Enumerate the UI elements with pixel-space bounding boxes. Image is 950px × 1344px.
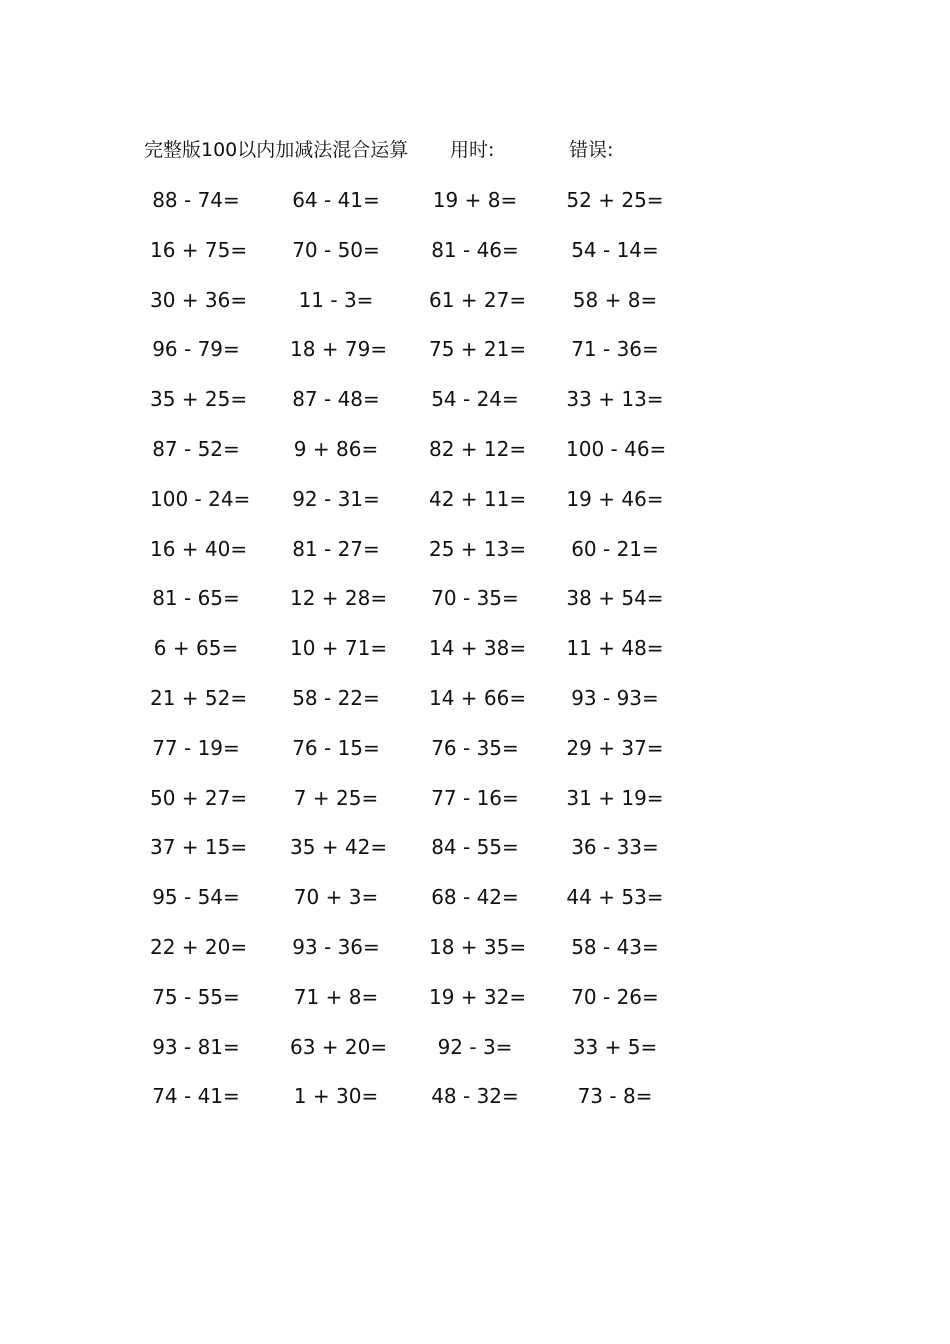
worksheet-header: [144, 137, 664, 163]
arithmetic-problem: 93 - 81=: [152, 1034, 240, 1059]
arithmetic-problem: 35 + 42=: [290, 835, 388, 860]
arithmetic-problem: 87 - 48=: [292, 387, 380, 412]
arithmetic-problem: 31 + 19=: [566, 785, 664, 810]
arithmetic-problem: 92 - 3=: [437, 1034, 513, 1059]
problem-row: [0, 285, 950, 335]
arithmetic-problem: 37 + 15=: [150, 835, 248, 860]
arithmetic-problem: 71 - 36=: [571, 337, 659, 362]
problem-row: [0, 832, 950, 882]
arithmetic-problem: 64 - 41=: [292, 188, 380, 212]
arithmetic-problem: 7 + 25=: [293, 785, 379, 810]
arithmetic-problem: 12 + 28=: [290, 586, 388, 611]
arithmetic-problem: 9 + 86=: [293, 436, 379, 461]
arithmetic-problem: 30 + 36=: [150, 287, 248, 312]
arithmetic-problem: 52 + 25=: [566, 188, 664, 212]
arithmetic-problem: 75 - 55=: [152, 984, 240, 1009]
arithmetic-problem: 87 - 52=: [152, 436, 240, 461]
problem-row: [0, 932, 950, 982]
arithmetic-problem: 81 - 46=: [431, 237, 519, 262]
problem-row: [0, 733, 950, 783]
arithmetic-problem: 14 + 38=: [429, 636, 527, 661]
problem-row: [0, 434, 950, 484]
arithmetic-problem: 54 - 24=: [431, 387, 519, 412]
arithmetic-problem: 50 + 27=: [150, 785, 248, 810]
problem-row: [0, 384, 950, 434]
arithmetic-problem: 19 + 32=: [429, 984, 527, 1009]
problem-row: [0, 683, 950, 733]
arithmetic-problem: 38 + 54=: [566, 586, 664, 611]
arithmetic-problem: 54 - 14=: [571, 237, 659, 262]
error-count-label: 错误:: [569, 139, 614, 161]
arithmetic-problem: 11 - 3=: [298, 287, 374, 312]
problem-row: [0, 1081, 950, 1131]
arithmetic-problem: 19 + 8=: [432, 188, 518, 212]
arithmetic-problem: 36 - 33=: [571, 835, 659, 860]
arithmetic-problem: 33 + 13=: [566, 387, 664, 412]
arithmetic-problem: 22 + 20=: [150, 934, 248, 959]
arithmetic-problem: 76 - 15=: [292, 735, 380, 760]
arithmetic-problem: 92 - 31=: [292, 486, 380, 511]
arithmetic-problem: 10 + 71=: [290, 636, 388, 661]
arithmetic-problem: 63 + 20=: [290, 1034, 388, 1059]
arithmetic-problem: 18 + 79=: [290, 337, 388, 362]
problem-grid: [0, 185, 950, 1131]
time-used-label: 用时:: [450, 139, 495, 161]
arithmetic-problem: 60 - 21=: [571, 536, 659, 561]
arithmetic-problem: 82 + 12=: [429, 436, 527, 461]
problem-row: [0, 534, 950, 584]
arithmetic-problem: 18 + 35=: [429, 934, 527, 959]
worksheet-title: 完整版100以内加减法混合运算: [144, 139, 409, 161]
arithmetic-problem: 16 + 40=: [150, 536, 248, 561]
problem-row: [0, 185, 950, 235]
arithmetic-problem: 35 + 25=: [150, 387, 248, 412]
problem-row: [0, 1032, 950, 1082]
arithmetic-problem: 11 + 48=: [566, 636, 664, 661]
arithmetic-problem: 6 + 65=: [153, 636, 239, 661]
arithmetic-problem: 58 - 22=: [292, 685, 380, 710]
problem-row: [0, 334, 950, 384]
arithmetic-problem: 58 + 8=: [572, 287, 658, 312]
arithmetic-problem: 96 - 79=: [152, 337, 240, 362]
problem-row: [0, 583, 950, 633]
arithmetic-problem: 95 - 54=: [152, 885, 240, 910]
arithmetic-problem: 93 - 36=: [292, 934, 380, 959]
arithmetic-problem: 75 + 21=: [429, 337, 527, 362]
arithmetic-problem: 25 + 13=: [429, 536, 527, 561]
arithmetic-problem: 84 - 55=: [431, 835, 519, 860]
arithmetic-problem: 77 - 19=: [152, 735, 240, 760]
arithmetic-problem: 61 + 27=: [429, 287, 527, 312]
arithmetic-problem: 88 - 74=: [152, 188, 240, 212]
arithmetic-problem: 70 - 50=: [292, 237, 380, 262]
arithmetic-problem: 77 - 16=: [431, 785, 519, 810]
arithmetic-problem: 74 - 41=: [152, 1084, 240, 1109]
arithmetic-problem: 14 + 66=: [429, 685, 527, 710]
problem-row: [0, 235, 950, 285]
problem-row: [0, 783, 950, 833]
arithmetic-problem: 33 + 5=: [572, 1034, 658, 1059]
arithmetic-problem: 68 - 42=: [431, 885, 519, 910]
arithmetic-problem: 42 + 11=: [429, 486, 527, 511]
arithmetic-problem: 58 - 43=: [571, 934, 659, 959]
problem-row: [0, 982, 950, 1032]
arithmetic-problem: 81 - 65=: [152, 586, 240, 611]
problem-row: [0, 633, 950, 683]
arithmetic-problem: 16 + 75=: [150, 237, 248, 262]
problem-row: [0, 484, 950, 534]
arithmetic-problem: 21 + 52=: [150, 685, 248, 710]
arithmetic-problem: 70 - 26=: [571, 984, 659, 1009]
arithmetic-problem: 81 - 27=: [292, 536, 380, 561]
arithmetic-problem: 73 - 8=: [577, 1084, 653, 1109]
arithmetic-problem: 70 - 35=: [431, 586, 519, 611]
arithmetic-problem: 100 - 24=: [150, 486, 251, 511]
arithmetic-problem: 48 - 32=: [431, 1084, 519, 1109]
arithmetic-problem: 44 + 53=: [566, 885, 664, 910]
problem-row: [0, 882, 950, 932]
arithmetic-problem: 71 + 8=: [293, 984, 379, 1009]
arithmetic-problem: 1 + 30=: [293, 1084, 379, 1109]
arithmetic-problem: 93 - 93=: [571, 685, 659, 710]
arithmetic-problem: 76 - 35=: [431, 735, 519, 760]
arithmetic-problem: 70 + 3=: [293, 885, 379, 910]
arithmetic-problem: 19 + 46=: [566, 486, 664, 511]
arithmetic-problem: 29 + 37=: [566, 735, 664, 760]
arithmetic-problem: 100 - 46=: [566, 436, 667, 461]
